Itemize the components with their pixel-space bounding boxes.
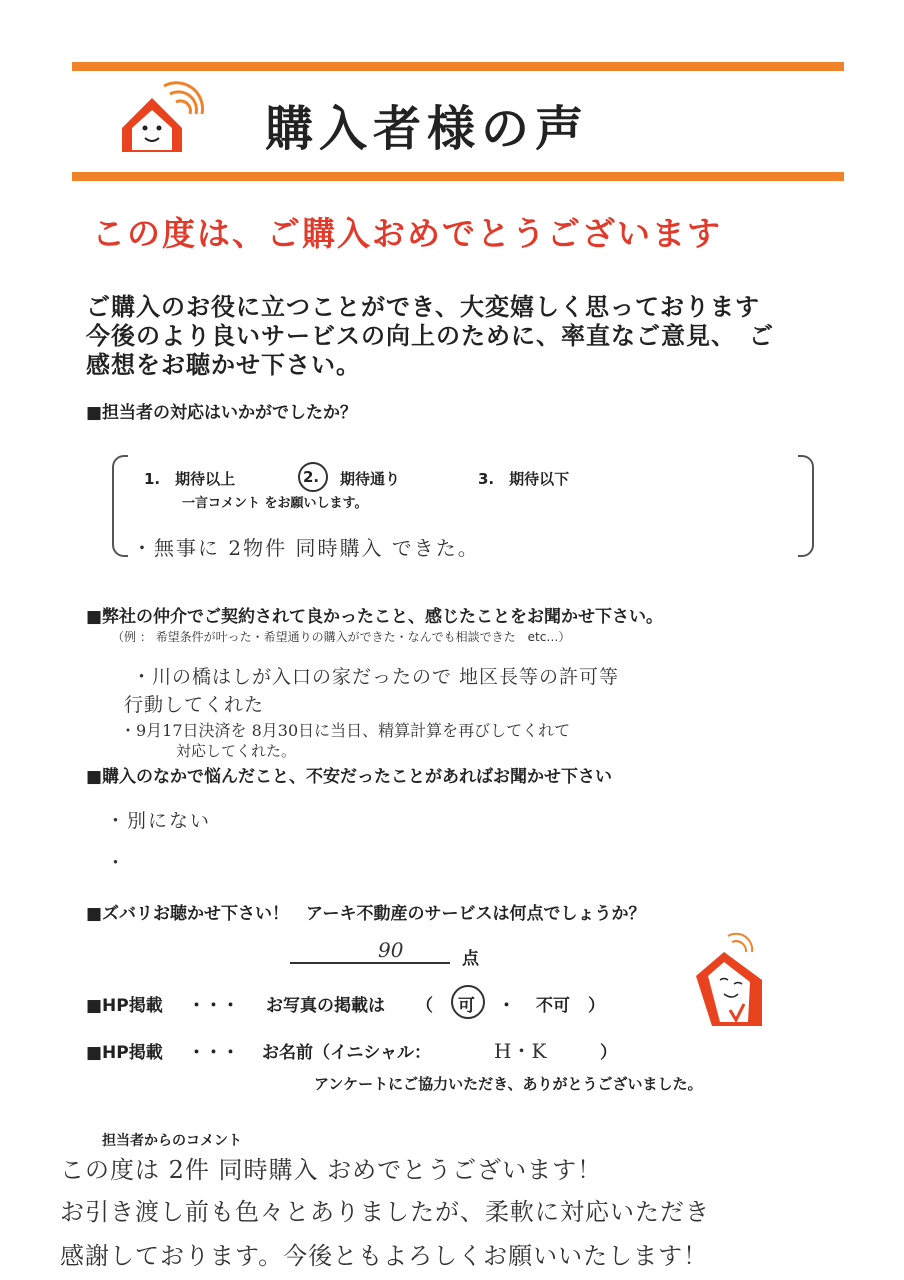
q2-answer-2-line-2: 対応してくれた。 bbox=[176, 742, 297, 760]
q1-bracket-left bbox=[112, 455, 128, 557]
page-title: 購入者様の声 bbox=[265, 101, 590, 157]
q3-answer-2: ・ bbox=[106, 852, 126, 874]
q1-answer: ・無事に 2物件 同時購入 できた。 bbox=[132, 536, 480, 560]
mascot-illustration bbox=[690, 930, 770, 1030]
hp1-separator: ・ bbox=[498, 996, 515, 1016]
q4-score: 90 bbox=[378, 938, 404, 962]
hp1-open-paren: （ bbox=[416, 996, 433, 1016]
header-top-rule bbox=[72, 62, 844, 71]
q2-answer-2-line-1: ・9月17日決済を 8月30日に当日、精算計算を再びしてくれて bbox=[120, 721, 571, 740]
q4-unit: 点 bbox=[462, 949, 479, 969]
q1-option-1: 1. 期待以上 bbox=[144, 470, 236, 488]
q1-heading: ■担当者の対応はいかがでしたか？ bbox=[86, 403, 358, 423]
house-mascot-logo bbox=[112, 80, 212, 160]
hp1-option-no: 不可 bbox=[536, 996, 570, 1016]
q2-heading: ■弊社の仲介でご契約されて良かったこと、感じたことをお聞かせ下さい。 bbox=[86, 607, 664, 627]
greeting-text: この度は、ご購入おめでとうございます bbox=[92, 214, 722, 253]
q1-bracket-right bbox=[798, 455, 814, 557]
q4-heading: ■ズバリお聴かせ下さい！ アーキ不動産のサービスは何点でしょうか？ bbox=[86, 904, 646, 924]
hp1-label: ■HP掲載 bbox=[86, 996, 163, 1016]
q1-option-3: 3. 期待以下 bbox=[478, 470, 570, 488]
staff-comment-line-3: 感謝しております。今後ともよろしくお願いいたします！ bbox=[60, 1242, 709, 1270]
hp2-label: ■HP掲載 bbox=[86, 1043, 163, 1063]
q2-answer-1-line-2: 行動してくれた bbox=[124, 694, 265, 716]
hp1-dots: ・・・ bbox=[188, 996, 239, 1016]
header-bottom-rule bbox=[72, 172, 844, 181]
thanks-text: アンケートにご協力いただき、ありがとうございました。 bbox=[314, 1075, 703, 1093]
q2-example: （例 ： 希望条件が叶った・希望通りの購入ができた・なんでも相談できた etc…） bbox=[112, 630, 571, 644]
hp2-initials: H・K bbox=[494, 1039, 547, 1063]
intro-line-1: ご購入のお役に立つことができ、大変嬉しく思っております bbox=[86, 293, 761, 321]
q1-option-2-number: 2. bbox=[303, 468, 320, 486]
hp1-text: お写真の掲載は bbox=[266, 996, 385, 1016]
q4-score-underline bbox=[290, 962, 450, 964]
q1-comment-prompt: 一言コメント をお願いします。 bbox=[182, 496, 368, 511]
hp2-close-paren: ） bbox=[600, 1043, 617, 1063]
hp1-option-yes: 可 bbox=[458, 996, 475, 1016]
q2-answer-1-line-1: ・川の橋はしが入口の家だったので 地区長等の許可等 bbox=[132, 666, 620, 688]
hp2-dots: ・・・ bbox=[188, 1043, 239, 1063]
staff-comment-line-1: この度は 2件 同時購入 おめでとうございます！ bbox=[60, 1156, 603, 1184]
intro-line-2: 今後のより良いサービスの向上のために、率直なご意見、 ご bbox=[86, 322, 774, 350]
staff-comment-line-2: お引き渡し前も色々とありましたが、柔軟に対応いただき bbox=[60, 1198, 710, 1226]
staff-comment-heading: 担当者からのコメント bbox=[102, 1133, 242, 1149]
q1-option-2-label: 期待通り bbox=[340, 470, 401, 488]
q3-answer-1: ・別にない bbox=[106, 810, 212, 832]
hp2-text: お名前（イニシャル： bbox=[262, 1043, 431, 1063]
hp1-close-paren: ） bbox=[588, 996, 605, 1016]
q3-heading: ■購入のなかで悩んだこと、不安だったことがあればお聞かせ下さい bbox=[86, 767, 613, 787]
intro-line-3: 感想をお聴かせ下さい。 bbox=[86, 351, 361, 379]
